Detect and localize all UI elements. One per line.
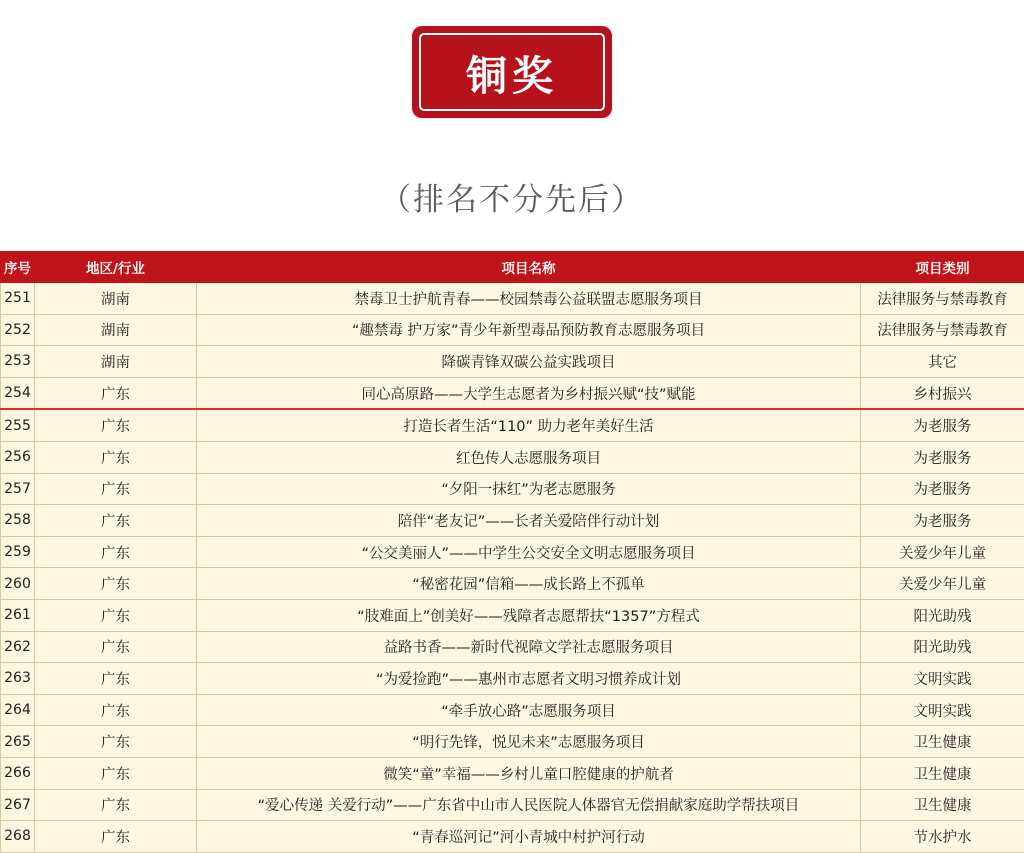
row-category-cell: 卫生健康 [861, 757, 1024, 789]
row-project-name-cell: “为爱捡跑”——惠州市志愿者文明习惯养成计划 [197, 663, 861, 695]
column-header-no: 序号 [1, 252, 35, 283]
award-table-container [0, 251, 1024, 853]
row-region-cell: 广东 [35, 821, 197, 853]
row-number-cell: 251 [1, 283, 35, 315]
row-number-cell: 267 [1, 789, 35, 821]
row-category-cell: 为老服务 [861, 505, 1024, 537]
row-category-cell: 阳光助残 [861, 599, 1024, 631]
row-category-cell: 节水护水 [861, 821, 1024, 853]
row-number-cell: 258 [1, 505, 35, 537]
table-row [1, 409, 1024, 441]
table-row [1, 377, 1024, 409]
table-row [1, 694, 1024, 726]
row-category-cell: 卫生健康 [861, 726, 1024, 758]
ranking-note: （排名不分先后） [0, 174, 1024, 219]
table-row [1, 283, 1024, 315]
row-project-name-cell: “夕阳一抹红”为老志愿服务 [197, 473, 861, 505]
row-region-cell: 广东 [35, 663, 197, 695]
table-row [1, 314, 1024, 346]
row-project-name-cell: 打造长者生活“110” 助力老年美好生活 [197, 409, 861, 441]
award-badge-border [419, 33, 605, 111]
row-region-cell: 广东 [35, 568, 197, 600]
table-row [1, 441, 1024, 473]
table-row [1, 726, 1024, 758]
row-region-cell: 广东 [35, 441, 197, 473]
row-region-cell: 广东 [35, 409, 197, 441]
table-row [1, 757, 1024, 789]
row-project-name-cell: “明行先锋，悦见未来”志愿服务项目 [197, 726, 861, 758]
row-project-name-cell: “公交美丽人”——中学生公交安全文明志愿服务项目 [197, 536, 861, 568]
table-row [1, 346, 1024, 378]
row-number-cell: 254 [1, 377, 35, 409]
row-project-name-cell: 降碳青锋双碳公益实践项目 [197, 346, 861, 378]
row-category-cell: 为老服务 [861, 473, 1024, 505]
row-number-cell: 265 [1, 726, 35, 758]
table-row [1, 536, 1024, 568]
table-row [1, 663, 1024, 695]
row-project-name-cell: 微笑“童”幸福——乡村儿童口腔健康的护航者 [197, 757, 861, 789]
row-region-cell: 广东 [35, 694, 197, 726]
row-region-cell: 湖南 [35, 346, 197, 378]
row-region-cell: 广东 [35, 377, 197, 409]
column-header-region: 地区/行业 [35, 252, 197, 283]
table-row [1, 568, 1024, 600]
row-number-cell: 262 [1, 631, 35, 663]
row-region-cell: 广东 [35, 536, 197, 568]
row-project-name-cell: 益路书香——新时代视障文学社志愿服务项目 [197, 631, 861, 663]
row-category-cell: 法律服务与禁毒教育 [861, 283, 1024, 315]
row-category-cell: 文明实践 [861, 694, 1024, 726]
row-project-name-cell: “爱心传递 关爱行动”——广东省中山市人民医院人体器官无偿捐献家庭助学帮扶项目 [197, 789, 861, 821]
table-row [1, 505, 1024, 537]
row-number-cell: 266 [1, 757, 35, 789]
row-category-cell: 关爱少年儿童 [861, 536, 1024, 568]
row-number-cell: 255 [1, 409, 35, 441]
award-table [0, 251, 1024, 853]
table-row [1, 599, 1024, 631]
row-number-cell: 263 [1, 663, 35, 695]
award-badge-container [0, 0, 1024, 118]
table-header-row [1, 252, 1024, 283]
row-number-cell: 252 [1, 314, 35, 346]
row-number-cell: 260 [1, 568, 35, 600]
award-badge-label: 铜奖 [466, 43, 558, 102]
table-header [1, 252, 1024, 283]
table-row [1, 821, 1024, 853]
row-category-cell: 为老服务 [861, 441, 1024, 473]
row-number-cell: 256 [1, 441, 35, 473]
row-project-name-cell: “秘密花园”信箱——成长路上不孤单 [197, 568, 861, 600]
table-row [1, 631, 1024, 663]
table-row [1, 789, 1024, 821]
row-project-name-cell: “肢难面上”创美好——残障者志愿帮扶“1357”方程式 [197, 599, 861, 631]
row-number-cell: 264 [1, 694, 35, 726]
row-project-name-cell: 同心高原路——大学生志愿者为乡村振兴赋“技”赋能 [197, 377, 861, 409]
column-header-name: 项目名称 [197, 252, 861, 283]
row-category-cell: 阳光助残 [861, 631, 1024, 663]
row-project-name-cell: “青春巡河记”河小青城中村护河行动 [197, 821, 861, 853]
row-region-cell: 广东 [35, 505, 197, 537]
row-region-cell: 湖南 [35, 314, 197, 346]
row-region-cell: 广东 [35, 789, 197, 821]
column-header-category: 项目类别 [861, 252, 1024, 283]
row-category-cell: 乡村振兴 [861, 377, 1024, 409]
row-category-cell: 法律服务与禁毒教育 [861, 314, 1024, 346]
row-number-cell: 253 [1, 346, 35, 378]
row-project-name-cell: “趣禁毒 护万家”青少年新型毒品预防教育志愿服务项目 [197, 314, 861, 346]
row-region-cell: 广东 [35, 726, 197, 758]
row-category-cell: 为老服务 [861, 409, 1024, 441]
row-category-cell: 卫生健康 [861, 789, 1024, 821]
table-row [1, 473, 1024, 505]
row-region-cell: 广东 [35, 599, 197, 631]
row-project-name-cell: 红色传人志愿服务项目 [197, 441, 861, 473]
row-project-name-cell: 禁毒卫士护航青春——校园禁毒公益联盟志愿服务项目 [197, 283, 861, 315]
row-project-name-cell: “牵手放心路”志愿服务项目 [197, 694, 861, 726]
row-number-cell: 261 [1, 599, 35, 631]
row-number-cell: 259 [1, 536, 35, 568]
row-category-cell: 其它 [861, 346, 1024, 378]
row-region-cell: 湖南 [35, 283, 197, 315]
row-region-cell: 广东 [35, 473, 197, 505]
row-number-cell: 268 [1, 821, 35, 853]
table-body [1, 283, 1024, 853]
row-project-name-cell: 陪伴“老友记”——长者关爱陪伴行动计划 [197, 505, 861, 537]
row-number-cell: 257 [1, 473, 35, 505]
row-region-cell: 广东 [35, 631, 197, 663]
row-category-cell: 文明实践 [861, 663, 1024, 695]
award-badge [412, 26, 612, 118]
row-region-cell: 广东 [35, 757, 197, 789]
row-category-cell: 关爱少年儿童 [861, 568, 1024, 600]
